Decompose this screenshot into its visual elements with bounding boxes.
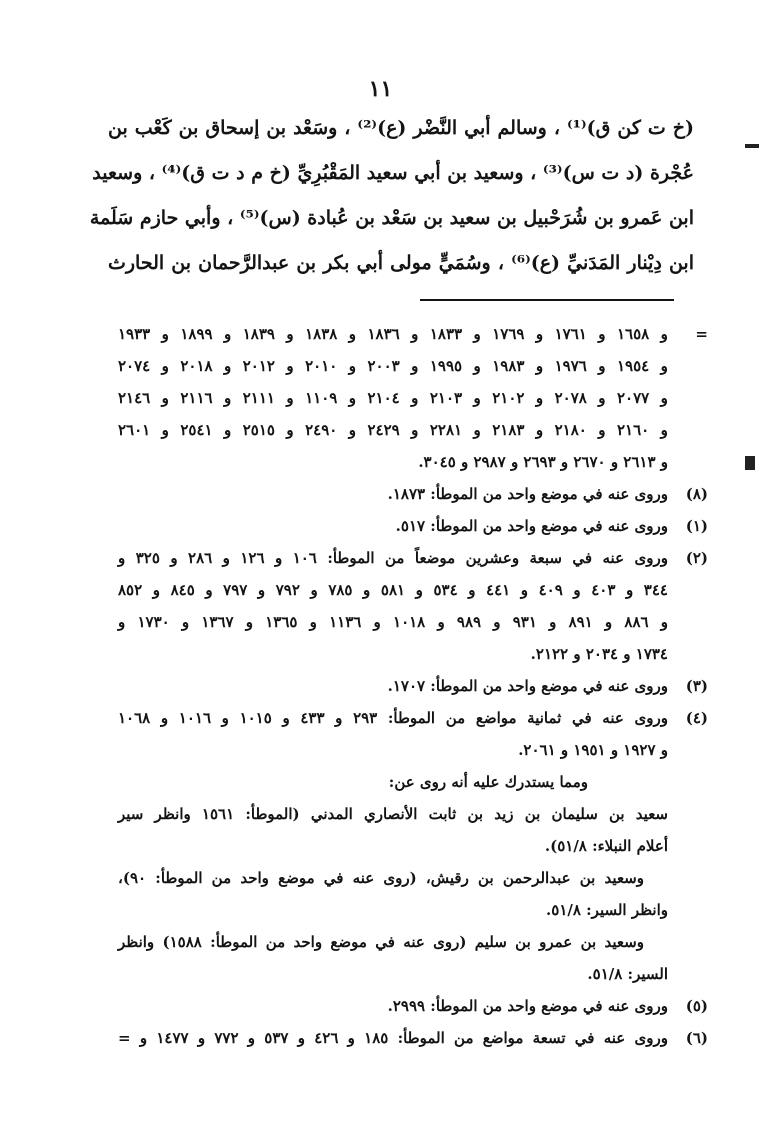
footnote-line: وروى عنه في موضع واحد من الموطأ: ٢٩٩٩.: [387, 997, 668, 1015]
footnote-line: وروى عنه في موضع واحد من الموطأ: ٥١٧.: [395, 517, 668, 535]
scan-margin-mark: [745, 144, 759, 148]
footnote-line: و ٨٨٦ و ٨٩١ و ٩٣١ و ٩٨٩ و ١٠١٨ و ١١٣٦ و ١٣٦٥ و ١٣٦٧ و ١٧٣٠ و: [118, 613, 669, 631]
addendum-entry: [118, 862, 668, 926]
main-text: [89, 106, 694, 286]
footnote-line: ١٧٣٤ و ٢٠٣٤ و ٢١٢٢.: [530, 645, 668, 663]
page-number: ١١: [368, 76, 393, 102]
footnote-line: و ٢٦١٣ و ٢٦٧٠ و ٢٦٩٣ و ٢٩٨٧ و ٣٠٤٥.: [418, 453, 668, 471]
footnote-line: ٣٤٤ و ٤٠٣ و ٤٠٩ و ٤٤١ و ٥٣٤ و ٥٨١ و ٧٨٥ و ٧٩٢ و ٧٩٧ و ٨٤٥ و ٨٥٢: [118, 581, 668, 599]
footnote-line: وروى عنه في موضع واحد من الموطأ: ١٨٧٣.: [387, 485, 668, 503]
footnote-marker: (٤): [685, 709, 708, 727]
footnote-4: [118, 702, 708, 766]
footnote-marker: (٣): [685, 677, 708, 695]
main-text-line: ابن دِيْنار المَدَنيِّ (ع)⁽⁶⁾ ، وسُمَيٍّ مولى أبي بكر بن عبدالرَّحمان بن الحارث: [108, 252, 694, 274]
footnote-1: [118, 510, 708, 542]
addendum-intro: ومما يستدرك عليه أنه روى عن:: [388, 773, 588, 791]
footnote-line: وروى عنه في سبعة وعشرين موضعاً من الموطأ: ١٠٦ و ١٢٦ و ٢٨٦ و ٣٢٥ و: [118, 549, 668, 567]
footnote-line: وروى عنه في موضع واحد من الموطأ: ١٧٠٧.: [387, 677, 668, 695]
footnote-continuation: [118, 318, 708, 478]
footnotes: [118, 318, 708, 1054]
footnote-5: [118, 990, 708, 1022]
addendum-line: وسعيد بن عمرو بن سليم (روى عنه في موضع واحد من الموطأ: ١٥٨٨) وانظر: [118, 933, 644, 951]
footnote-line: و ١٩٢٧ و ١٩٥١ و ٢٠٦١.: [518, 741, 668, 759]
addendum: [118, 766, 708, 990]
addendum-line: السير: ٥١/٨.: [587, 965, 668, 983]
footnote-marker: (٦): [685, 1029, 708, 1047]
footnote-2: [118, 542, 708, 670]
main-text-line: عُجْرة (د ت س)⁽³⁾ ، وسعيد بن أبي سعيد المَقْبُرِيِّ (خ م د ت ق)⁽⁴⁾ ، وسعيد: [92, 162, 694, 184]
addendum-line: وسعيد بن عبدالرحمن بن رقيش، (روى عنه في موضع واحد من الموطأ: ٩٠)،: [118, 869, 644, 887]
footnote-line: و ٢٠٧٧ و ٢٠٧٨ و ٢١٠٢ و ٢١٠٣ و ٢١٠٤ و ١١٠٩ و ٢١١١ و ٢١١٦ و ٢١٤٦: [118, 389, 668, 407]
footnote-marker: (١): [685, 517, 708, 535]
footnote-6: [118, 1022, 708, 1054]
footnote-line: و ٢١٦٠ و ٢١٨٠ و ٢١٨٣ و ٢٢٨١ و ٢٤٢٩ و ٢٤٩٠ و ٢٥١٥ و ٢٥٤١ و ٢٦٠١: [118, 421, 668, 439]
addendum-line: وانظر السير: ٥١/٨.: [546, 901, 668, 919]
footnote-line: و ١٩٥٤ و ١٩٧٦ و ١٩٨٣ و ١٩٩٥ و ٢٠٠٣ و ٢٠١٠ و ٢٠١٢ و ٢٠١٨ و ٢٠٧٤: [118, 357, 668, 375]
main-text-line: (خ ت كن ق)⁽¹⁾ ، وسالم أبي النَّضْر (ع)⁽²⁾ ، وسَعْد بن إسحاق بن كَعْب بن: [108, 117, 694, 139]
main-text-line: ابن عَمرو بن شُرَحْبيل بن سعيد بن سَعْد بن عُبادة (س)⁽⁵⁾ ، وأبي حازم سَلَمة: [89, 207, 694, 229]
addendum-entry: [118, 798, 668, 862]
footnote-line: وروى عنه في ثمانية مواضع من الموطأ: ٢٩٣ و ٤٣٣ و ١٠١٥ و ١٠١٦ و ١٠٦٨: [118, 709, 668, 727]
footnote-marker: (٨): [685, 485, 708, 503]
footnote-separator: [420, 299, 674, 301]
footnote-line: و ١٦٥٨ و ١٧٦١ و ١٧٦٩ و ١٨٣٣ و ١٨٣٦ و ١٨٣٨ و ١٨٣٩ و ١٨٩٩ و ١٩٣٣: [118, 325, 668, 343]
footnote-3: [118, 670, 708, 702]
footnote-marker: (٥): [685, 997, 708, 1015]
addendum-line: سعيد بن سليمان بن زيد بن ثابت الأنصاري المدني (الموطأ: ١٥٦١ وانظر سير: [118, 805, 669, 823]
footnote-marker: =: [695, 325, 708, 343]
scan-margin-mark: [745, 456, 755, 470]
footnote-8: [118, 478, 708, 510]
addendum-line: أعلام النبلاء: ٥١/٨).: [544, 837, 668, 855]
footnote-line: وروى عنه في تسعة مواضع من الموطأ: ١٨٥ و ٤٢٦ و ٥٣٧ و ٧٧٢ و ١٤٧٧ و =: [118, 1029, 668, 1047]
addendum-entry: [118, 926, 668, 990]
footnote-marker: (٢): [685, 549, 708, 567]
